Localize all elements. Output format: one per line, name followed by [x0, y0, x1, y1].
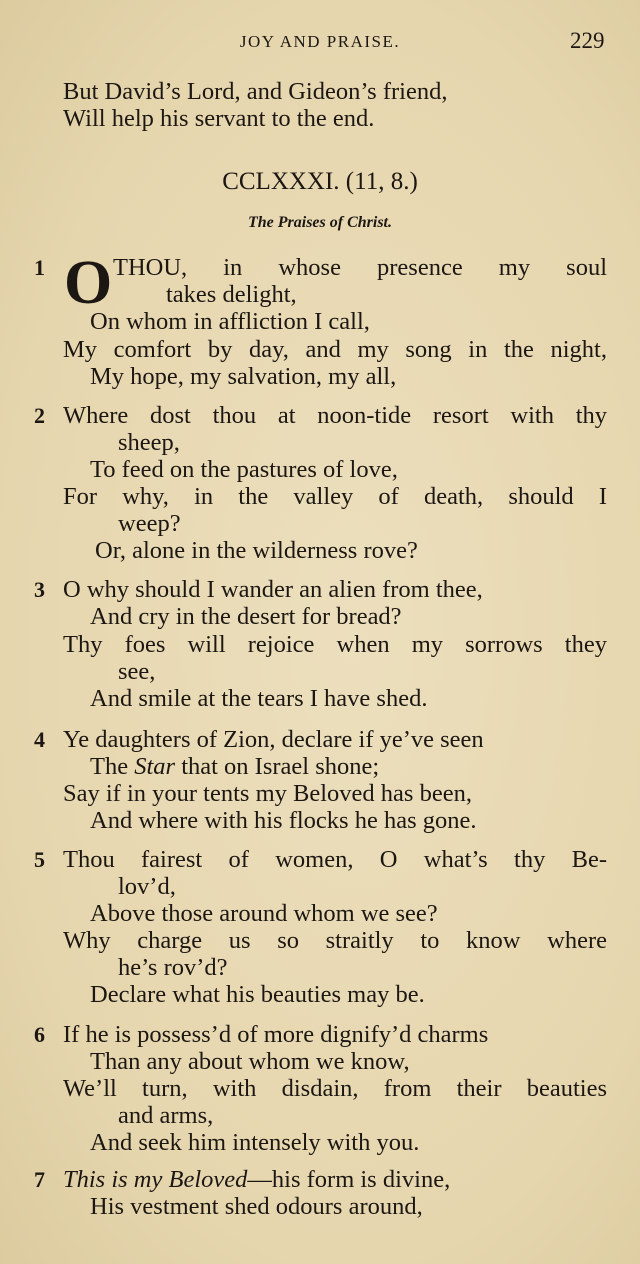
verse-line: [118, 510, 181, 538]
verse-text: To feed on the pastures of love,: [90, 456, 398, 483]
verse-text: Say if in your tents my Beloved has been,: [63, 780, 472, 807]
verse-line: [63, 1166, 450, 1194]
verse-text: Than any about whom we know,: [90, 1048, 410, 1075]
verse-line: [63, 402, 607, 430]
verse-text: Why charge us so straitly to know where: [63, 927, 607, 954]
verse-text: And cry in the desert for bread?: [90, 603, 402, 630]
verse-text: that on Israel shone;: [175, 753, 380, 780]
verse-text: Where dost thou at noon-tide resort with thy: [63, 402, 607, 429]
verse-text: THOU, in whose presence my soul: [113, 254, 607, 281]
verse-line: [90, 807, 476, 835]
verse-line: [90, 603, 402, 631]
verse-line: [63, 726, 484, 754]
verse-text: O why should I wander an alien from thee,: [63, 576, 483, 603]
italic-text: Star: [134, 753, 176, 780]
verse-text: lov’d,: [118, 873, 176, 900]
verse-line: [95, 537, 418, 565]
verse-text: The: [90, 753, 135, 780]
drop-cap: O: [64, 249, 113, 317]
verse-line: [63, 1075, 607, 1103]
verse-text: On whom in affliction I call,: [90, 308, 370, 335]
stanza-number: 1: [34, 255, 45, 280]
verse-line: [90, 900, 438, 928]
carryover-line: But David’s Lord, and Gideon’s friend,: [63, 78, 448, 105]
verse-line: [118, 1102, 213, 1130]
verse-line: [63, 780, 472, 808]
verse-line: [90, 981, 425, 1009]
verse-text: And smile at the tears I have shed.: [90, 685, 428, 712]
verse-line: [90, 456, 398, 484]
verse-line: [118, 873, 176, 901]
page-number: 229: [570, 28, 605, 53]
verse-text: My hope, my salvation, my all,: [90, 363, 397, 390]
verse-line: [63, 846, 607, 874]
verse-line: [113, 254, 607, 282]
verse-text: Thy foes will rejoice when my sorrows they: [63, 631, 607, 658]
verse-text: weep?: [118, 510, 181, 537]
verse-text: he’s rov’d?: [118, 954, 228, 981]
running-header: JOY AND PRAISE.: [239, 32, 401, 51]
verse-line: [90, 363, 396, 391]
italic-text: This is my Beloved: [63, 1166, 248, 1193]
verse-text: takes delight,: [166, 281, 297, 308]
verse-line: [118, 954, 228, 982]
verse-text: And where with his flocks he has gone.: [90, 807, 477, 834]
stanza-number: 2: [34, 403, 45, 428]
verse-line: [63, 631, 607, 659]
verse-text: Ye daughters of Zion, declare if ye’ve seen: [63, 726, 484, 753]
verse-text: And seek him intensely with you.: [90, 1129, 420, 1156]
verse-text: Above those around whom we see?: [90, 900, 438, 927]
verse-line: [90, 685, 427, 713]
verse-line: [63, 1021, 488, 1049]
verse-text: Thou fairest of women, O what’s thy Be-: [63, 846, 607, 873]
verse-line: [90, 308, 370, 336]
verse-text: Declare what his beauties may be.: [90, 981, 425, 1008]
verse-line: [118, 429, 180, 457]
verse-line: [90, 753, 379, 781]
hymn-title: The Praises of Christ.: [247, 214, 392, 231]
verse-text: For why, in the valley of death, should I: [63, 483, 607, 510]
stanza-number: 4: [34, 727, 45, 752]
stanza-number: 5: [34, 847, 45, 872]
verse-text: see,: [118, 658, 156, 685]
verse-text: If he is possess’d of more dignify’d charms: [63, 1021, 489, 1048]
verse-line: [63, 576, 483, 604]
verse-text: My comfort by day, and my song in the night,: [63, 336, 607, 363]
stanza-number: 3: [34, 577, 45, 602]
verse-line: [90, 1048, 410, 1076]
stanza-number: 7: [34, 1167, 45, 1192]
hymn-number: CCLXXXI. (11, 8.): [222, 168, 418, 195]
verse-line: [63, 927, 607, 955]
verse-text: His vestment shed odours around,: [90, 1193, 423, 1220]
verse-text: sheep,: [118, 429, 180, 456]
verse-line: [118, 658, 155, 686]
verse-line: [90, 1129, 419, 1157]
carryover-line: Will help his servant to the end.: [63, 105, 375, 132]
verse-line: [166, 281, 297, 309]
verse-text: and arms,: [118, 1102, 214, 1129]
verse-line: [90, 1193, 423, 1221]
verse-line: [63, 336, 607, 364]
verse-text: We’ll turn, with disdain, from their beauties: [63, 1075, 607, 1102]
stanza-number: 6: [34, 1022, 45, 1047]
verse-text: Or, alone in the wilderness rove?: [95, 537, 418, 564]
verse-line: [63, 483, 607, 511]
verse-text: —his form is divine,: [247, 1166, 451, 1193]
